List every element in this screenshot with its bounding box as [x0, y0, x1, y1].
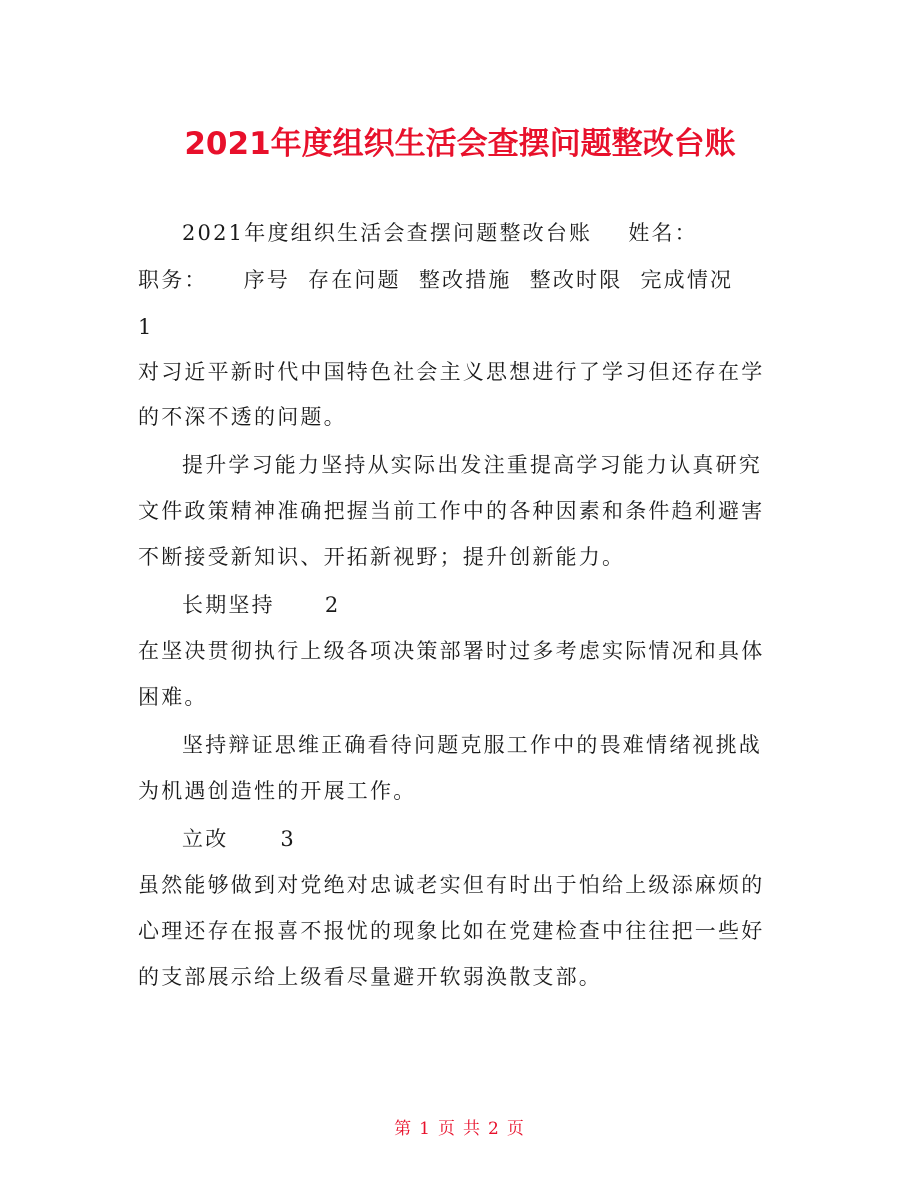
measure-line: 不断接受新知识、开拓新视野；提升创新能力。 [138, 545, 626, 569]
column-header: 整改措施 [418, 268, 512, 292]
measure-line: 提升学习能力坚持从实际出发注重提高学习能力认真研究 [182, 453, 762, 477]
position-label: 职务： [138, 268, 208, 292]
problem-line: 对习近平新时代中国特色社会主义思想进行了学习但还存在学 [138, 360, 765, 384]
document-title: 2021年度组织生活会查摆问题整改台账 [184, 126, 736, 162]
footer-page-prefix: 第 [394, 1119, 414, 1139]
footer-page-word: 页 [438, 1119, 457, 1139]
problem-line: 心理还存在报喜不报忧的现象比如在党建检查中往往把一些好 [138, 919, 765, 943]
columns-line [138, 265, 798, 295]
column-header: 整改时限 [529, 268, 623, 292]
header-line [182, 218, 842, 248]
name-label: 姓名： [628, 221, 698, 245]
footer-page-word-2: 页 [506, 1119, 526, 1139]
problem-line: 困难。 [138, 685, 208, 709]
header-line-text: 2021年度组织生活会查摆问题整改台账 [182, 221, 593, 245]
footer-current-page: 1 [419, 1119, 432, 1139]
deadline-line [182, 590, 842, 620]
deadline-line [182, 824, 842, 854]
item-number: 2 [324, 593, 341, 617]
column-header: 序号 [243, 268, 291, 292]
column-header: 存在问题 [308, 268, 401, 292]
problem-line: 的支部展示给上级看尽量避开软弱涣散支部。 [138, 965, 602, 989]
column-header: 完成情况 [640, 268, 734, 292]
deadline: 立改 [182, 827, 229, 851]
measure-line: 坚持辩证思维正确看待问题克服工作中的畏难情绪视挑战 [182, 733, 762, 757]
deadline: 长期坚持 [182, 593, 275, 617]
page-footer [0, 1114, 920, 1139]
footer-total-pages: 2 [488, 1119, 501, 1139]
problem-line: 在坚决贯彻执行上级各项决策部署时过多考虑实际情况和具体 [138, 639, 765, 663]
item-number: 1 [138, 315, 154, 339]
item-number: 3 [280, 827, 296, 851]
measure-line: 文件政策精神准确把握当前工作中的各种因素和条件趋利避害 [138, 499, 765, 523]
measure-line: 为机遇创造性的开展工作。 [138, 779, 417, 803]
problem-line: 的不深不透的问题。 [138, 405, 347, 429]
problem-line: 虽然能够做到对党绝对忠诚老实但有时出于怕给上级添麻烦的 [138, 873, 765, 897]
footer-total-prefix: 共 [463, 1119, 482, 1139]
